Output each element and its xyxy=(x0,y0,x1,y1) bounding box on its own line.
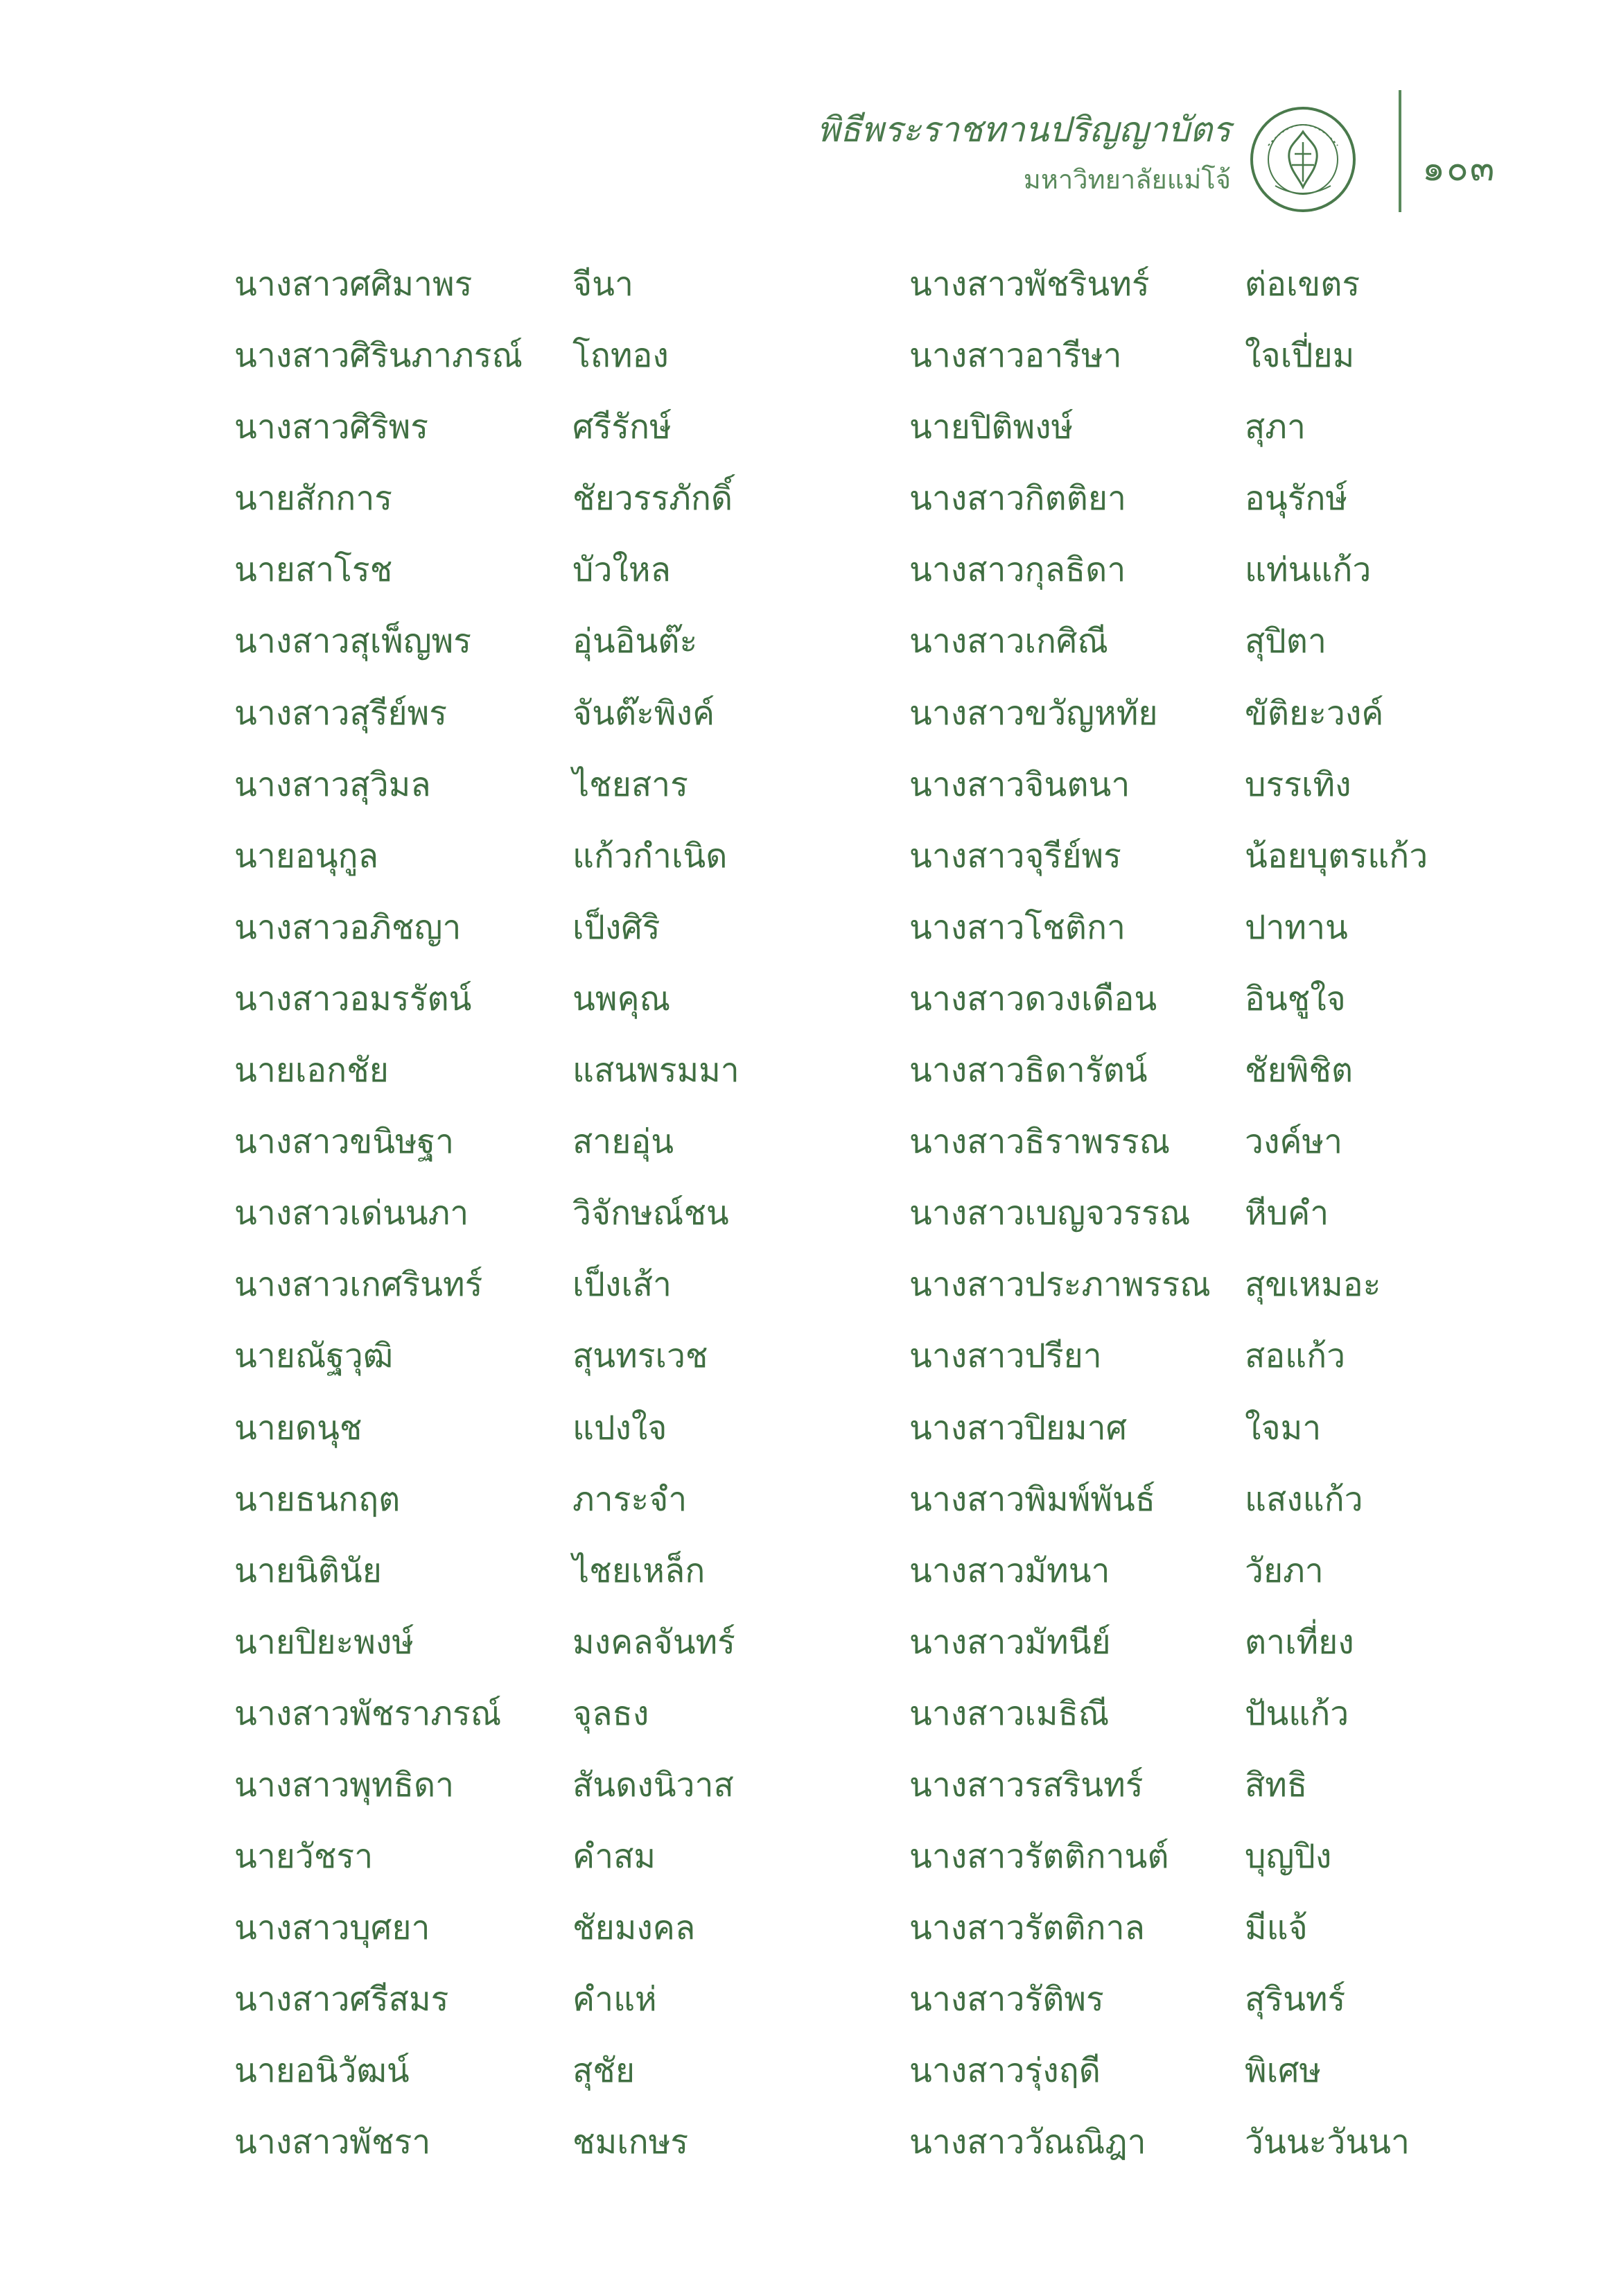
graduate-first-name: นางสาวจุรีย์พร xyxy=(909,836,1121,876)
table-row xyxy=(0,971,1619,1043)
graduate-last-name: วงค์ษา xyxy=(1245,1122,1343,1162)
graduate-last-name: สุภา xyxy=(1245,408,1306,447)
graduate-last-name: ไชยเหล็ก xyxy=(572,1551,706,1590)
graduate-first-name: นายเอกชัย xyxy=(234,1051,389,1090)
graduate-last-name: สันดงนิวาส xyxy=(572,1765,734,1804)
graduate-last-name: อุ่นอินต๊ะ xyxy=(572,622,698,661)
graduate-first-name: นางสาวขวัญหทัย xyxy=(909,693,1158,733)
graduate-first-name: นางสาวรสรินทร์ xyxy=(909,1765,1144,1804)
graduate-last-name: สุรินทร์ xyxy=(1245,1980,1346,2019)
header-divider xyxy=(1399,90,1401,212)
graduate-last-name: นพคุณ xyxy=(572,979,671,1018)
graduate-last-name: น้อยบุตรแก้ว xyxy=(1245,836,1428,876)
university-name: มหาวิทยาลัยแม่โจ้ xyxy=(1023,164,1231,195)
graduate-last-name: เป็งเส้า xyxy=(572,1265,672,1305)
page-header xyxy=(0,0,1619,222)
university-seal-icon xyxy=(1248,104,1358,215)
graduate-last-name: ภาระจำ xyxy=(572,1479,688,1519)
graduate-last-name: คำสม xyxy=(572,1837,656,1877)
graduate-last-name: ศรีรักษ์ xyxy=(572,408,672,447)
graduate-first-name: นางสาวโชติกา xyxy=(909,907,1126,947)
graduate-last-name: ใจมา xyxy=(1245,1408,1322,1447)
graduate-last-name: แสงแก้ว xyxy=(1245,1479,1363,1519)
graduate-first-name: นางสาวพัชราภรณ์ xyxy=(234,1694,502,1733)
graduate-last-name: คำแห่ xyxy=(572,1980,657,2019)
graduate-last-name: ใจเปี่ยม xyxy=(1245,336,1355,376)
graduate-first-name: นางสาวมัทนีย์ xyxy=(909,1622,1111,1662)
graduate-first-name: นางสาวขนิษฐา xyxy=(234,1122,455,1162)
graduate-last-name: สุขเหมอะ xyxy=(1245,1265,1381,1305)
graduate-last-name: ปาทาน xyxy=(1245,907,1348,947)
graduate-last-name: สุปิตา xyxy=(1245,622,1327,661)
graduate-first-name: นายนิตินัย xyxy=(234,1551,382,1590)
table-row xyxy=(0,1472,1619,1543)
graduate-first-name: นางสาวปรียา xyxy=(909,1337,1102,1376)
graduate-last-name: แก้วกำเนิด xyxy=(572,836,728,876)
graduate-first-name: นางสาวกิตติยา xyxy=(909,479,1126,519)
graduate-last-name: แท่นแก้ว xyxy=(1245,550,1372,590)
graduate-last-name: ชัยมงคล xyxy=(572,1908,696,1948)
graduate-first-name: นางสาวอมรรัตน์ xyxy=(234,979,472,1018)
graduate-last-name: ชัยพิชิต xyxy=(1245,1051,1354,1090)
graduate-first-name: นางสาวเด่นนภา xyxy=(234,1194,469,1233)
graduate-last-name: ชมเกษร xyxy=(572,2123,689,2162)
graduate-last-name: ต่อเขตร xyxy=(1245,265,1360,304)
graduate-first-name: นางสาวพุทธิดา xyxy=(234,1765,455,1804)
graduate-first-name: นางสาวปิยมาศ xyxy=(909,1408,1128,1447)
graduate-first-name: นางสาวศิริพร xyxy=(234,408,429,447)
graduate-last-name: พิเศษ xyxy=(1245,2051,1322,2091)
graduate-first-name: นางสาวเกศรินทร์ xyxy=(234,1265,483,1305)
graduate-first-name: นางสาวจินตนา xyxy=(909,765,1130,804)
table-row xyxy=(0,1400,1619,1472)
graduate-first-name: นางสาวพิมพ์พันธ์ xyxy=(909,1479,1156,1519)
graduate-first-name: นายอนุกูล xyxy=(234,836,379,876)
graduate-first-name: นางสาวดวงเดือน xyxy=(909,979,1157,1018)
table-row xyxy=(0,1543,1619,1615)
graduate-last-name: บุญปิง xyxy=(1245,1837,1332,1877)
table-row xyxy=(0,1829,1619,1900)
table-row xyxy=(0,328,1619,399)
graduate-first-name: นายดนุช xyxy=(234,1408,362,1447)
graduate-last-name: วิจักษณ์ชน xyxy=(572,1194,729,1233)
graduate-first-name: นางสาวรุ่งฤดี xyxy=(909,2051,1101,2091)
graduate-last-name: บรรเทิง xyxy=(1245,765,1351,804)
table-row xyxy=(0,1257,1619,1328)
table-row xyxy=(0,2043,1619,2114)
table-row xyxy=(0,1615,1619,1686)
graduate-first-name: นางสาวประภาพรรณ xyxy=(909,1265,1211,1305)
graduate-last-name: จันต๊ะพิงค์ xyxy=(572,693,715,733)
table-row xyxy=(0,1328,1619,1400)
graduate-last-name: ตาเที่ยง xyxy=(1245,1622,1354,1662)
graduate-first-name: นายวัชรา xyxy=(234,1837,374,1877)
table-row xyxy=(0,614,1619,685)
ceremony-title: พิธีพระราชทานปริญญาบัตร xyxy=(816,110,1231,150)
graduate-first-name: นางสาวรัติพร xyxy=(909,1980,1104,2019)
graduate-first-name: นางสาวรัตติกาล xyxy=(909,1908,1145,1948)
graduate-last-name: ชัยวรรภักดิ์ xyxy=(572,479,733,519)
graduate-first-name: นางสาวศิรินภาภรณ์ xyxy=(234,336,523,376)
graduate-last-name: โถทอง xyxy=(572,336,669,376)
graduate-first-name: นางสาวธิดารัตน์ xyxy=(909,1051,1148,1090)
table-row xyxy=(0,256,1619,328)
graduate-first-name: นายอนิวัฒน์ xyxy=(234,2051,410,2091)
graduate-first-name: นายธนกฤต xyxy=(234,1479,401,1519)
graduate-last-name: วัยภา xyxy=(1245,1551,1324,1590)
graduate-last-name: แปงใจ xyxy=(572,1408,667,1447)
graduate-first-name: นางสาวสุวิมล xyxy=(234,765,431,804)
graduate-last-name: จุลธง xyxy=(572,1694,649,1733)
graduate-first-name: นางสาวกุลธิดา xyxy=(909,550,1126,590)
page-number: ๑๐๓ xyxy=(1422,148,1496,189)
graduate-last-name: สุชัย xyxy=(572,2051,635,2091)
graduate-first-name: นางสาวเบญจวรรณ xyxy=(909,1194,1191,1233)
table-row xyxy=(0,1185,1619,1257)
graduate-first-name: นายปิยะพงษ์ xyxy=(234,1622,414,1662)
table-row xyxy=(0,1686,1619,1757)
graduate-name-list xyxy=(0,256,1619,2186)
graduate-last-name: สายอุ่น xyxy=(572,1122,674,1162)
graduate-last-name: อนุรักษ์ xyxy=(1245,479,1348,519)
graduate-first-name: นางสาววัณณิฎา xyxy=(909,2123,1146,2162)
table-row xyxy=(0,1972,1619,2043)
graduate-last-name: ปันแก้ว xyxy=(1245,1694,1349,1733)
graduate-first-name: นางสาวบุศยา xyxy=(234,1908,430,1948)
table-row xyxy=(0,1043,1619,1114)
graduate-last-name: สิทธิ xyxy=(1245,1765,1308,1804)
graduate-last-name: อินชูใจ xyxy=(1245,979,1346,1018)
table-row xyxy=(0,686,1619,757)
graduate-first-name: นางสาวเกศิณี xyxy=(909,622,1108,661)
graduate-first-name: นายสักการ xyxy=(234,479,393,519)
graduate-first-name: นางสาวสุเพ็ญพร xyxy=(234,622,472,661)
graduate-first-name: นางสาวศรีสมร xyxy=(234,1980,449,2019)
table-row xyxy=(0,757,1619,828)
table-row xyxy=(0,399,1619,471)
graduate-last-name: มงคลจันทร์ xyxy=(572,1622,735,1662)
graduate-last-name: เป็งศิริ xyxy=(572,907,660,947)
graduate-first-name: นายณัฐวุฒิ xyxy=(234,1337,394,1376)
graduate-first-name: นางสาวมัทนา xyxy=(909,1551,1110,1590)
graduate-last-name: วันนะวันนา xyxy=(1245,2123,1410,2162)
table-row xyxy=(0,542,1619,614)
graduate-first-name: นายสาโรช xyxy=(234,550,393,590)
table-row xyxy=(0,828,1619,900)
graduate-first-name: นางสาวพัชรินทร์ xyxy=(909,265,1150,304)
graduate-last-name: สุนทรเวช xyxy=(572,1337,708,1376)
graduate-last-name: จีนา xyxy=(572,265,633,304)
graduate-first-name: นางสาวอารีษา xyxy=(909,336,1122,376)
graduate-first-name: นางสาวสุรีย์พร xyxy=(234,693,448,733)
table-row xyxy=(0,1900,1619,1972)
table-row xyxy=(0,1114,1619,1185)
graduate-first-name: นางสาวเมธิณี xyxy=(909,1694,1110,1733)
graduate-first-name: นางสาวรัตติกานต์ xyxy=(909,1837,1169,1877)
graduate-first-name: นางสาวพัชรา xyxy=(234,2123,431,2162)
graduate-first-name: นางสาวอภิชญา xyxy=(234,907,462,947)
graduate-last-name: ขัติยะวงค์ xyxy=(1245,693,1384,733)
table-row xyxy=(0,2114,1619,2186)
table-row xyxy=(0,900,1619,971)
graduate-last-name: สอแก้ว xyxy=(1245,1337,1346,1376)
graduate-last-name: มีแจ้ xyxy=(1245,1908,1308,1948)
graduate-last-name: ไชยสาร xyxy=(572,765,688,804)
table-row xyxy=(0,1757,1619,1829)
graduate-last-name: หีบคำ xyxy=(1245,1194,1329,1233)
graduate-first-name: นางสาวธิราพรรณ xyxy=(909,1122,1171,1162)
graduate-last-name: บัวใหล xyxy=(572,550,671,590)
graduate-first-name: นางสาวศศิมาพร xyxy=(234,265,473,304)
graduate-last-name: แสนพรมมา xyxy=(572,1051,740,1090)
table-row xyxy=(0,471,1619,542)
graduate-first-name: นายปิติพงษ์ xyxy=(909,408,1074,447)
